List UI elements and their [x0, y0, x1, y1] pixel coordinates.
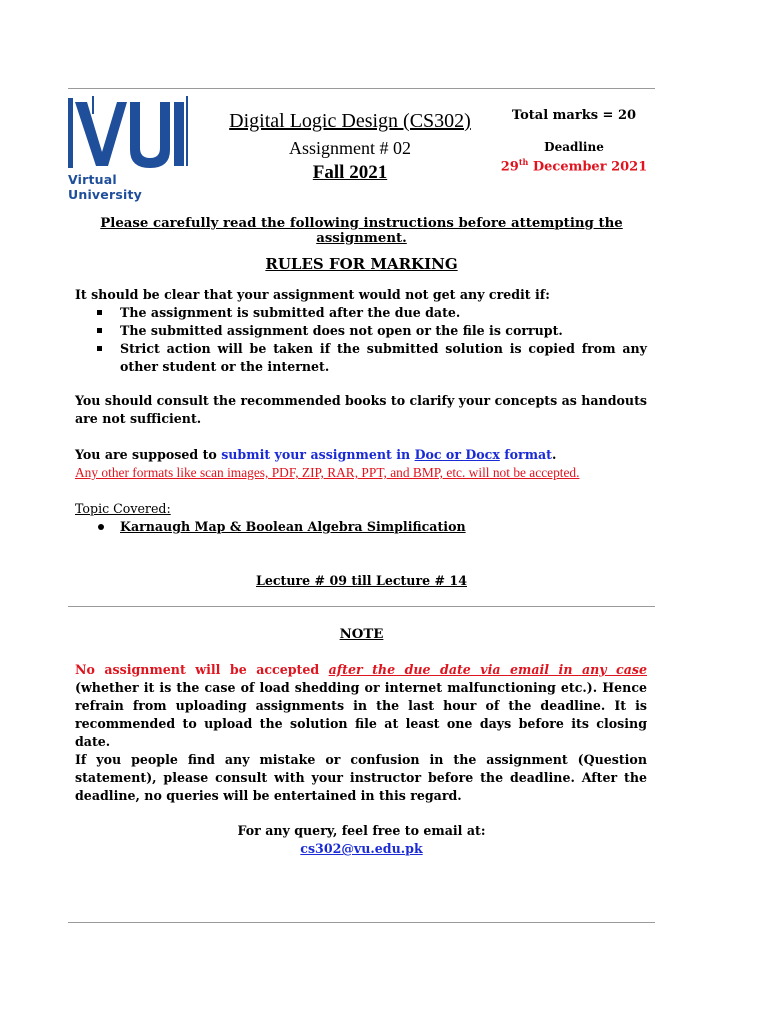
topic-label: Topic Covered: — [75, 501, 171, 516]
bullet-dot-icon — [98, 524, 104, 530]
bullet-square-icon — [97, 346, 102, 351]
topic-list — [97, 518, 647, 536]
lecture-range: Lecture # 09 till Lecture # 14 — [256, 573, 467, 588]
instructions-heading: Please carefully read the following instructions before attempting the assignment. — [100, 216, 623, 246]
note-paragraph: No assignment will be accepted after the due date via email in any case (whether it is the case of load shedding or internet malfunctioning etc.). Hence refrain from uploading assignments in the last hour of the deadline. It is recommended to upload the solution file at least one days before its closing date. — [75, 662, 647, 749]
assignment-number: Assignment # 02 — [288, 138, 411, 158]
query-text: For any query, feel free to email at: — [237, 823, 486, 838]
note-heading: NOTE — [339, 627, 384, 642]
vu-logo — [68, 96, 192, 202]
total-marks: Total marks = 20 — [511, 108, 637, 123]
semester: Fall 2021 — [312, 162, 388, 183]
bullet-square-icon — [97, 310, 102, 315]
rules-list — [97, 304, 647, 376]
email-row — [60, 841, 663, 856]
rules-heading: RULES FOR MARKING — [265, 255, 458, 273]
logo-text: Virtual University — [68, 172, 142, 202]
submit-instruction: You are supposed to submit your assignment in Doc or Docx format. — [75, 447, 557, 462]
rules-intro: It should be clear that your assignment would not get any credit if: — [75, 287, 550, 302]
course-title: Digital Logic Design (CS302) — [229, 110, 471, 132]
email-link[interactable]: cs302@vu.edu.pk — [300, 841, 423, 856]
bottom-rule — [68, 922, 655, 923]
bullet-square-icon — [97, 328, 102, 333]
doc-docx-link[interactable]: Doc or Docx — [414, 447, 500, 462]
consult-text: You should consult the recommended books to clarify your concepts as handouts are not sufficient. — [75, 393, 647, 426]
topic-item: Karnaugh Map & Boolean Algebra Simplification — [97, 518, 647, 536]
rule-item: The assignment is submitted after the due date. — [97, 304, 647, 322]
format-warning: Any other formats like scan images, PDF, ZIP, RAR, PPT, and BMP, etc. will not be accepted. — [75, 465, 580, 480]
mistake-paragraph: If you people find any mistake or confusion in the assignment (Question statement), please consult with your instructor before the deadline. After the deadline, no queries will be entertained in this regard. — [75, 752, 647, 803]
deadline-date: 29th December 2021 — [500, 157, 648, 175]
rule-item: The submitted assignment does not open or the file is corrupt. — [97, 322, 647, 340]
rule-item: Strict action will be taken if the submitted solution is copied from any other student or the internet. — [97, 340, 647, 376]
section-divider — [68, 606, 655, 607]
deadline-label: Deadline — [544, 140, 604, 154]
vu-logo-mark — [68, 96, 192, 170]
top-rule — [68, 88, 655, 89]
